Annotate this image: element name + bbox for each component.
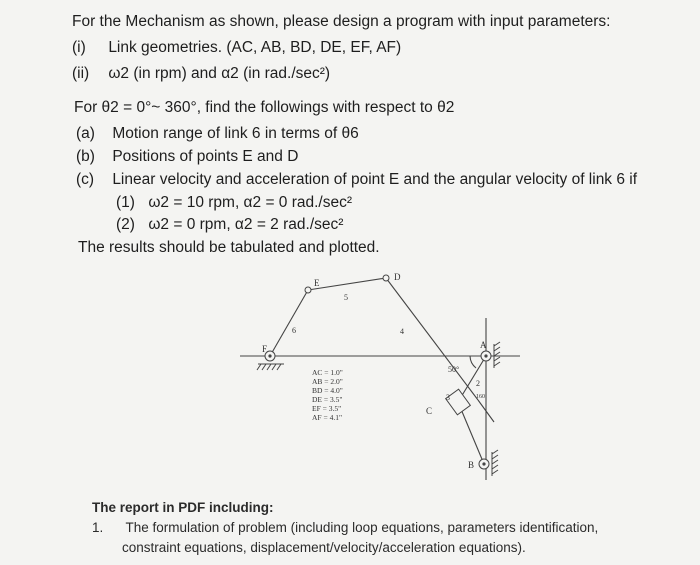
label-angle-160: 160 — [476, 394, 485, 400]
label-point-c: C — [426, 406, 433, 416]
results-line: The results should be tabulated and plotted. — [78, 239, 380, 256]
input-text-1: Link geometries. (AC, AB, BD, DE, EF, AF) — [108, 39, 402, 56]
task-text-c: Linear velocity and acceleration of point E and the angular velocity of link 6 if — [112, 171, 638, 188]
label-link-6: 6 — [292, 326, 296, 335]
joint-e — [305, 287, 311, 293]
report-title: The report in PDF including: — [92, 500, 274, 515]
link-4 — [386, 278, 478, 400]
task-num-c: (c) — [76, 171, 95, 188]
label-point-b: B — [468, 460, 475, 470]
case-num-1: (1) — [116, 194, 135, 211]
label-link-5: 5 — [344, 293, 348, 302]
label-link-3: 3 — [446, 393, 450, 402]
ground-f — [257, 364, 284, 370]
report-item-line1: The formulation of problem (including loop equations, parameters identification, — [125, 520, 599, 535]
dimension-ab: AB = 2.0" — [312, 377, 343, 386]
task-num-a: (a) — [76, 125, 95, 142]
case-text-1: ω2 = 10 rpm, α2 = 0 rad./sec² — [148, 194, 353, 211]
link-6 — [270, 290, 308, 356]
intro-text: For the Mechanism as shown, please design a program with input parameters: — [72, 13, 611, 30]
dimension-de: DE = 3.5" — [312, 395, 343, 404]
task-text-a: Motion range of link 6 in terms of θ6 — [112, 125, 359, 142]
ground-b — [492, 450, 498, 476]
input-text-2: ω2 (in rpm) and α2 (in rad./sec²) — [108, 65, 331, 82]
task-num-b: (b) — [76, 148, 95, 165]
label-point-e: E — [314, 278, 320, 288]
label-point-f: F — [262, 344, 268, 354]
link-5 — [308, 278, 386, 290]
dimension-ac: AC = 1.0" — [312, 368, 343, 377]
label-point-d: D — [394, 272, 401, 282]
ground-a — [494, 342, 500, 368]
dimension-ef: EF = 3.5" — [312, 404, 342, 413]
input-num-2: (ii) — [72, 65, 90, 82]
input-num-1: (i) — [72, 39, 86, 56]
angle-arc-50 — [470, 356, 476, 368]
task-text-b: Positions of points E and D — [112, 148, 299, 165]
for-line: For θ2 = 0°~ 360°, find the followings with respect to θ2 — [74, 99, 455, 116]
dimension-bd: BD = 4.0" — [312, 386, 343, 395]
label-link-2: 2 — [476, 379, 480, 388]
report-item-1 — [92, 518, 598, 538]
dimension-af: AF = 4.1" — [312, 413, 343, 422]
joint-d — [383, 275, 389, 281]
label-link-4: 4 — [400, 327, 404, 336]
report-item-num-1: 1. — [92, 520, 104, 535]
case-text-2: ω2 = 0 rpm, α2 = 2 rad./sec² — [148, 216, 344, 233]
label-angle-50: 50° — [448, 365, 460, 374]
report-item-line2: constraint equations, displacement/velocity/acceleration equations). — [122, 540, 526, 555]
case-num-2: (2) — [116, 216, 135, 233]
label-point-a: A — [480, 340, 487, 350]
